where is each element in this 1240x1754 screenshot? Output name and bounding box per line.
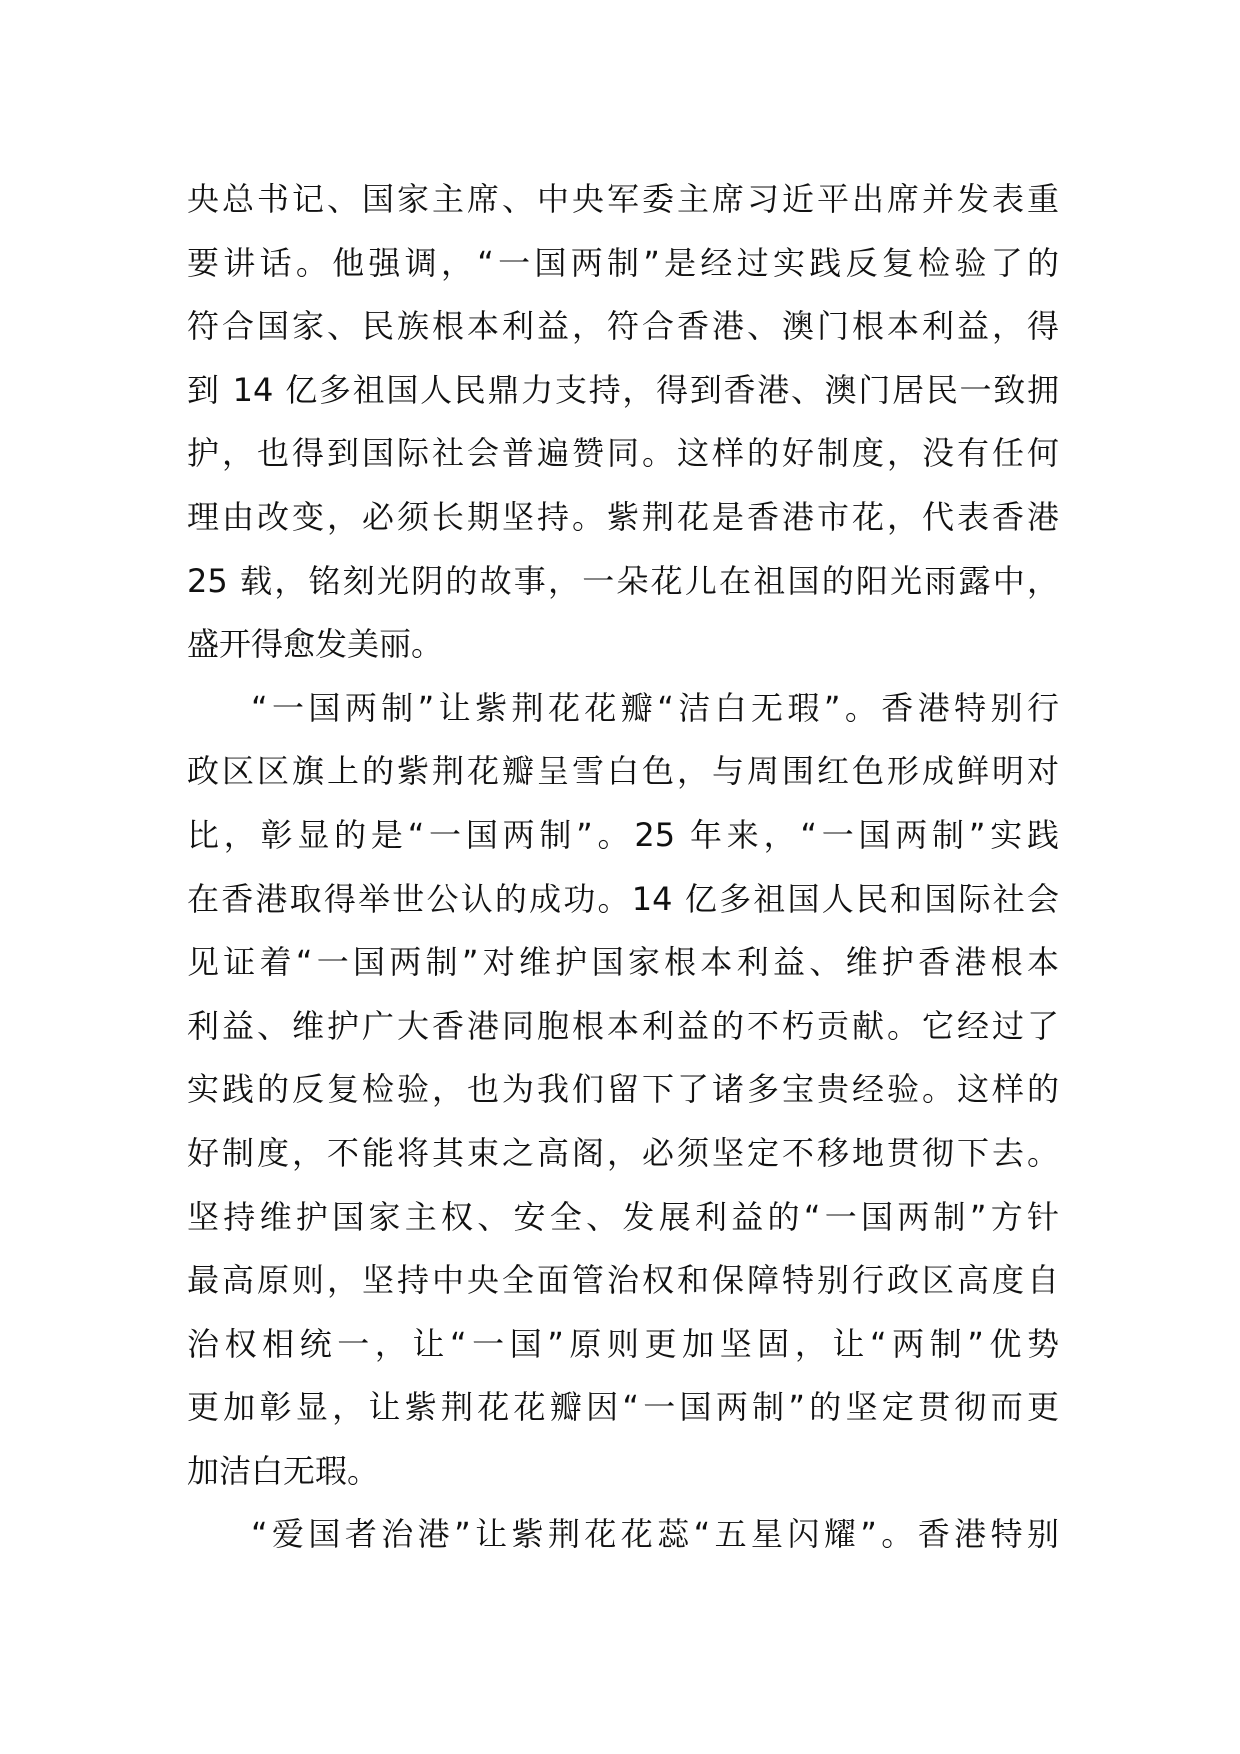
text-line: 要讲话。他强调，“一国两制”是经过实践反复检验了的 <box>187 243 1059 282</box>
text-line: 政区区旗上的紫荆花瓣呈雪白色，与周围红色形成鲜明对 <box>187 752 1059 791</box>
text-line: 坚持维护国家主权、安全、发展利益的“一国两制”方针 <box>187 1197 1059 1236</box>
text-line: 理由改变，必须长期坚持。紫荆花是香港市花，代表香港 <box>187 497 1059 536</box>
text-line: 在香港取得举世公认的成功。14 亿多祖国人民和国际社会 <box>187 879 1059 918</box>
text-line: 见证着“一国两制”对维护国家根本利益、维护香港根本 <box>187 943 1059 982</box>
text-line: 25 载，铭刻光阴的故事，一朵花儿在祖国的阳光雨露中， <box>187 561 1059 600</box>
paragraph-start-line: “一国两制”让紫荆花花瓣“洁白无瑕”。香港特别行 <box>251 688 1059 727</box>
text-line: 央总书记、国家主席、中央军委主席习近平出席并发表重 <box>187 180 1059 218</box>
text-line: 到 14 亿多祖国人民鼎力支持，得到香港、澳门居民一致拥 <box>187 370 1059 409</box>
text-line: 盛开得愈发美丽。 <box>187 625 444 664</box>
text-line: 护，也得到国际社会普遍赞同。这样的好制度，没有任何 <box>187 434 1059 473</box>
text-line: 最高原则，坚持中央全面管治权和保障特别行政区高度自 <box>187 1261 1059 1300</box>
text-line: 比，彰显的是“一国两制”。25 年来，“一国两制”实践 <box>187 815 1059 854</box>
paragraph-start-line: “爱国者治港”让紫荆花花蕊“五星闪耀”。香港特别 <box>251 1515 1059 1554</box>
body-text <box>187 168 1059 1567</box>
text-line: 好制度，不能将其束之高阁，必须坚定不移地贯彻下去。 <box>187 1133 1059 1172</box>
text-line: 符合国家、民族根本利益，符合香港、澳门根本利益，得 <box>187 307 1059 346</box>
text-line: 实践的反复检验，也为我们留下了诸多宝贵经验。这样的 <box>187 1070 1059 1109</box>
text-line: 利益、维护广大香港同胞根本利益的不朽贡献。它经过了 <box>187 1006 1059 1045</box>
text-line: 加洁白无瑕。 <box>187 1451 380 1490</box>
text-line: 更加彰显，让紫荆花花瓣因“一国两制”的坚定贯彻而更 <box>187 1388 1059 1427</box>
text-line: 治权相统一，让“一国”原则更加坚固，让“两制”优势 <box>187 1324 1059 1363</box>
